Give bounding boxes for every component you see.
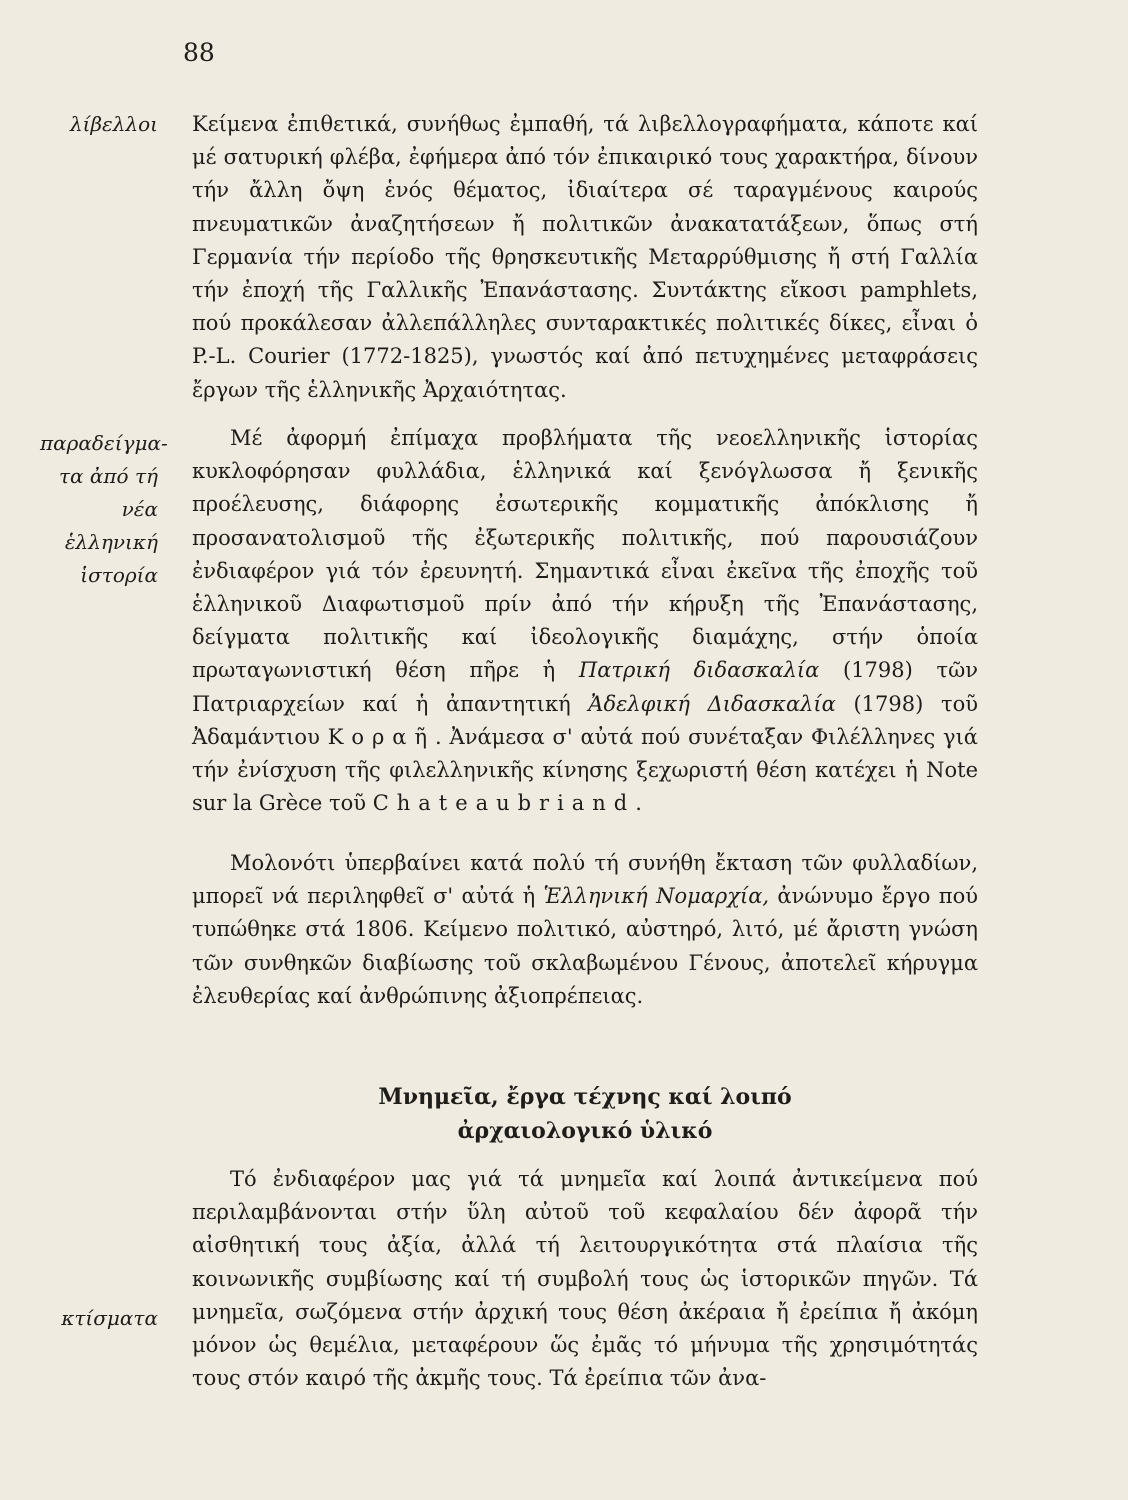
margin-note-examples-modern-greek-history: παραδείγμα-τα ἀπό τή νέα ἑλληνική ἱστορία [40, 431, 168, 587]
text-run: Chateaubriand [372, 791, 636, 816]
text-run: Τό ἐνδιαφέρον μας γιά τά μνημεῖα καί λοιπά ἀντικείμενα πού περιλαμβάνονται στήν ὕλη αὐτοῦ τοῦ κεφαλαίου δέν ἀφορᾶ τήν αἰσθητική τους ἀξία, ἀλλά τή λειτουργικότητα στά πλαίσια τῆς κοινωνικῆς συμβίωσης καί τή συμβολή τους ὡς ἱστορικῶν πηγῶν. Τά μνημεῖα, σωζόμενα στήν ἀρχική τους θέση ἀκέραια ἤ ἐρείπια ἤ ἀκόμη μόνον ὡς θεμέλια, μεταφέρουν ὥς ἐμᾶς τό μήνυμα τῆς χρησιμότητάς τους στόν καιρό τῆς ἀκμῆς τους. Τά ἐρείπια τῶν ἀνα- [192, 1167, 978, 1391]
paragraph-modern-greek-pamphlets [192, 422, 978, 820]
paragraph-libelloi [192, 108, 978, 407]
page-number: 88 [183, 38, 215, 67]
text-run: ἀνώνυμο ἔργο πού τυπώθηκε στά 1806. Κείμενο πολιτικό, αὐστηρό, λιτό, μέ ἄριστη γνώση τῶν συνθηκῶν διαβίωσης τοῦ σκλαβωμένου Γένους, ἀποτελεῖ κήρυγμα ἐλευθερίας καί ἀνθρώπινης ἀξιοπρέπειας. [192, 884, 978, 1008]
text-run: Κείμενα ἐπιθετικά, συνήθως ἐμπαθή, τά λιβελλογραφήματα, κάποτε καί μέ σατυρική φλέβα, ἐφήμερα ἀπό τόν ἐπικαιρικό τους χαρακτήρα, δίνουν τήν ἄλλη ὄψη ἑνός θέματος, ἰδιαίτερα σέ ταραγμένους καιρούς πνευματικῶν ἀναζητήσεων ἤ πολιτικῶν ἀνακατατάξεων, ὅπως στή Γερμανία τήν περίοδο τῆς θρησκευτικῆς Μεταρρύθμισης ἤ στή Γαλλία τήν ἐποχή τῆς Γαλλικῆς Ἐπανάστασης. Συντάκτης εἴκοσι pamphlets, πού προκάλεσαν ἀλλεπάλληλες συνταρακτικές πολιτικές δίκες, εἶναι ὁ P.-L. Courier (1772-1825), γνωστός καί ἀπό πετυχημένες μεταφράσεις ἔργων τῆς ἑλληνικῆς Ἀρχαιότητας. [192, 112, 978, 402]
text-run: Ἑλληνική Νομαρχία, [543, 884, 770, 909]
text-run: . [635, 791, 642, 816]
text-run: Μολονότι ὑπερβαίνει κατά πολύ τή συνήθη ἔκταση τῶν φυλλαδίων, μπορεῖ νά περιληφθεῖ σ' αὐτά ἡ [192, 851, 978, 909]
margin-note-buildings: κτίσματα [61, 1306, 158, 1330]
text-run: Πατρική διδασκαλία [578, 658, 820, 683]
text-run: Ἀδελφική Διδασκαλία [588, 691, 836, 716]
paragraph-elliniki-nomarchia [192, 847, 978, 1013]
margin-note-libelloi: λίβελλοι [69, 112, 158, 136]
text-run: . Ἀνάμεσα σ' αὐτά πού συνέταξαν Φιλέλληνες γιά τήν ἐνίσχυση τῆς φιλελληνικῆς κίνησης ξεχωριστή θέση κατέχει ἡ Note sur la Grèce τοῦ [192, 724, 978, 816]
section-heading-line-2: ἀρχαιολογικό ὑλικό [457, 1118, 713, 1144]
paragraph-monuments [192, 1163, 978, 1395]
text-run: (1798) τοῦ Ἀδαμάντιου [192, 691, 978, 749]
section-heading [192, 1080, 978, 1148]
text-run: Κοραῆ [327, 724, 436, 749]
text-run: Μέ ἀφορμή ἐπίμαχα προβλήματα τῆς νεοελληνικῆς ἱστορίας κυκλοφόρησαν φυλλάδια, ἑλληνικά καί ξενόγλωσσα ἤ ξενικῆς προέλευσης, διάφορης ἐσωτερικῆς κομματικῆς ἀπόκλισης ἤ προσανατολισμοῦ τῆς ἐξωτερικῆς πολιτικῆς, πού παρουσιάζουν ἐνδιαφέρον γιά τόν ἐρευνητή. Σημαντικά εἶναι ἐκεῖνα τῆς ἐποχῆς τοῦ ἑλληνικοῦ Διαφωτισμοῦ πρίν ἀπό τήν κήρυξη τῆς Ἐπανάστασης, δείγματα πολιτικῆς καί ἰδεολογικῆς διαμάχης, στήν ὁποία πρωταγωνιστική θέση πῆρε ἡ [192, 426, 978, 683]
text-run: (1798) τῶν Πατριαρχείων καί ἡ ἀπαντητική [192, 658, 979, 716]
section-heading-line-1: Μνημεῖα, ἔργα τέχνης καί λοιπό [378, 1084, 792, 1110]
